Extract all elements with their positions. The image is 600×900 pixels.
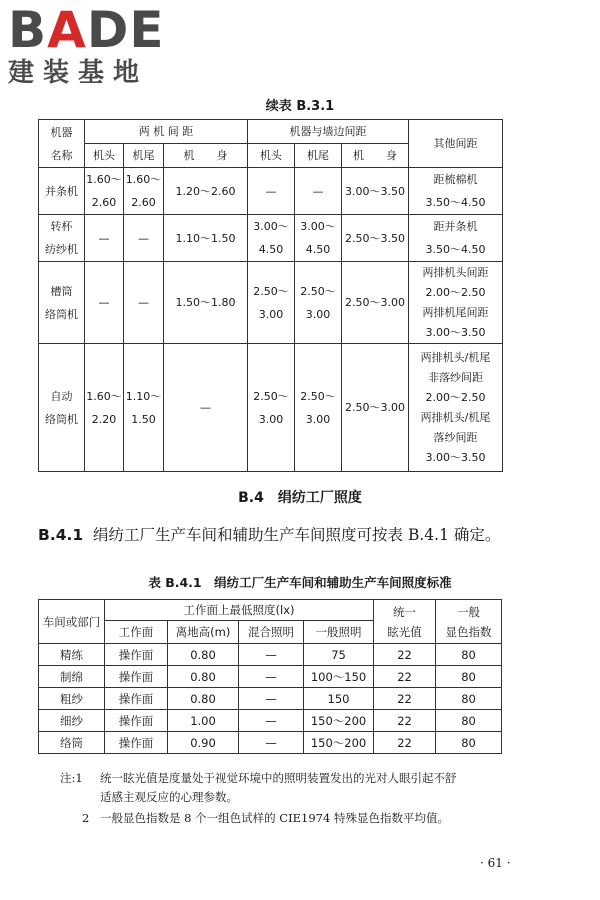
logo	[8, 1, 178, 90]
cell: 1.20～2.60	[164, 168, 248, 215]
cell: 2.50～ 3.00	[248, 262, 295, 344]
cell: —	[248, 168, 295, 215]
subheader: 机 身	[342, 144, 409, 168]
cell: 2.50～3.00	[342, 344, 409, 472]
subheader: 离地高(m)	[168, 621, 239, 644]
cell: —	[239, 732, 304, 754]
page-number: · 61 ·	[480, 856, 511, 870]
header-machine-name: 机器 名称	[39, 120, 85, 168]
subheader: 机头	[248, 144, 295, 168]
cell: 2.50～ 3.00	[295, 262, 342, 344]
header-illuminance: 工作面上最低照度(lx)	[105, 600, 374, 621]
table-row	[39, 688, 502, 710]
cell: —	[239, 688, 304, 710]
subheader: 工作面	[105, 621, 168, 644]
cell: —	[85, 215, 124, 262]
cell: 22	[374, 732, 436, 754]
cell: —	[239, 710, 304, 732]
cell: 22	[374, 688, 436, 710]
cell: —	[164, 344, 248, 472]
cell: 22	[374, 666, 436, 688]
clause-paragraph	[38, 522, 508, 548]
header-cri: 一般 显色指数	[436, 600, 502, 644]
cell: 1.60～ 2.60	[124, 168, 164, 215]
cell: 2.50～ 3.00	[248, 344, 295, 472]
section-title: B.4 绢纺工厂照度	[238, 490, 362, 506]
table-row	[39, 215, 503, 262]
logo-subtitle: 建装基地	[8, 58, 149, 88]
clause-text: 绢纺工厂生产车间和辅助生产车间照度可按表 B.4.1 确定。	[93, 526, 501, 544]
cell: 络筒	[39, 732, 105, 754]
cell: 距并条机 3.50～4.50	[409, 215, 503, 262]
cell: 操作面	[105, 644, 168, 666]
cell: 80	[436, 644, 502, 666]
cell: 0.80	[168, 666, 239, 688]
cell: 槽筒 络筒机	[39, 262, 85, 344]
cell: 22	[374, 644, 436, 666]
header-glare: 统一 眩光值	[374, 600, 436, 644]
table2-caption: 表 B.4.1 绢纺工厂生产车间和辅助生产车间照度标准	[148, 575, 452, 590]
cell: 1.10～1.50	[164, 215, 248, 262]
cell: 0.80	[168, 688, 239, 710]
cell: 22	[374, 710, 436, 732]
cell: 150	[304, 688, 374, 710]
table-row	[39, 344, 503, 472]
table-row	[39, 644, 502, 666]
subheader: 机尾	[295, 144, 342, 168]
cell: 150～200	[304, 732, 374, 754]
cell: 两排机头间距 2.00～2.50 两排机尾间距 3.00～3.50	[409, 262, 503, 344]
cell: 2.50～ 3.00	[295, 344, 342, 472]
cell: 75	[304, 644, 374, 666]
cell: —	[295, 168, 342, 215]
cell: 自动 络筒机	[39, 344, 85, 472]
subheader: 混合照明	[239, 621, 304, 644]
cell: 0.90	[168, 732, 239, 754]
cell: 细纱	[39, 710, 105, 732]
header-two-machine-gap: 两 机 间 距	[85, 120, 248, 144]
cell: 操作面	[105, 666, 168, 688]
cell: 3.00～ 4.50	[248, 215, 295, 262]
note-2-text: 一般显色指数是 8 个一组色试样的 CIE1974 特殊显色指数平均值。	[100, 811, 449, 825]
cell: 100～150	[304, 666, 374, 688]
cell: 1.60～ 2.20	[85, 344, 124, 472]
cell: 80	[436, 688, 502, 710]
cell: 两排机头/机尾 非落纱间距 2.00～2.50 两排机头/机尾 落纱间距 3.00～3.50	[409, 344, 503, 472]
cell: 3.00～3.50	[342, 168, 409, 215]
cell: 1.00	[168, 710, 239, 732]
note-2-number: 2	[82, 811, 90, 825]
cell: —	[124, 215, 164, 262]
note-1-line2: 适感主观反应的心理参数。	[100, 790, 238, 804]
table2	[38, 599, 502, 754]
cell: —	[239, 644, 304, 666]
subheader: 机尾	[124, 144, 164, 168]
table1	[38, 119, 503, 472]
subheader: 机 身	[164, 144, 248, 168]
cell: 并条机	[39, 168, 85, 215]
table-row	[39, 732, 502, 754]
cell: 操作面	[105, 710, 168, 732]
cell: —	[124, 262, 164, 344]
note-1-line1: 统一眩光值是度量处于视觉环境中的照明装置发出的光对人眼引起不舒	[100, 771, 457, 785]
clause-number: B.4.1	[38, 526, 84, 544]
cell: 粗纱	[39, 688, 105, 710]
cell: 2.50～3.00	[342, 262, 409, 344]
cell: 80	[436, 732, 502, 754]
subheader: 机头	[85, 144, 124, 168]
cell: 80	[436, 666, 502, 688]
note-1-label: 注:1	[60, 771, 83, 785]
cell: 80	[436, 710, 502, 732]
cell: 2.50～3.50	[342, 215, 409, 262]
table-row	[39, 710, 502, 732]
table-row	[39, 666, 502, 688]
subheader: 一般照明	[304, 621, 374, 644]
cell: 制绵	[39, 666, 105, 688]
cell: 操作面	[105, 732, 168, 754]
cell: 150～200	[304, 710, 374, 732]
cell: —	[85, 262, 124, 344]
cell: 1.10～ 1.50	[124, 344, 164, 472]
cell: 0.80	[168, 644, 239, 666]
cell: 转杯 纺纱机	[39, 215, 85, 262]
cell: 距梳棉机 3.50～4.50	[409, 168, 503, 215]
header-machine-wall-gap: 机器与墙边间距	[248, 120, 409, 144]
cell: 操作面	[105, 688, 168, 710]
cell: 3.00～ 4.50	[295, 215, 342, 262]
header-dept: 车间或部门	[39, 600, 105, 644]
cell: —	[239, 666, 304, 688]
cell: 精练	[39, 644, 105, 666]
cell: 1.50～1.80	[164, 262, 248, 344]
header-other-gap: 其他间距	[409, 120, 503, 168]
table-row	[39, 262, 503, 344]
table1-caption: 续表 B.3.1	[265, 99, 335, 114]
logo-brand: BADE	[8, 1, 165, 59]
cell: 1.60～ 2.60	[85, 168, 124, 215]
table-row	[39, 168, 503, 215]
